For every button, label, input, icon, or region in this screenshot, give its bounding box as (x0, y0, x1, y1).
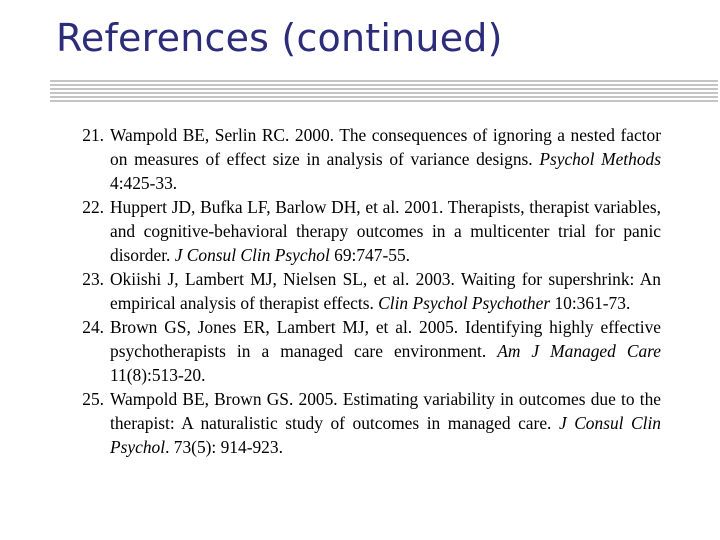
reference-number: 23. (82, 269, 104, 289)
reference-volume: 69:747-55. (329, 245, 410, 265)
reference-citation: Okiishi J, Lambert MJ, Nielsen SL, et al. 2003. Waiting for supershrink: An empirical analysis of therapist effects. (110, 269, 661, 313)
reference-citation: Huppert JD, Bufka LF, Barlow DH, et al. 2001. Therapists, therapist variables, and cognitive-behavioral therapy outcomes in a multicenter trial for panic disorder. (110, 197, 661, 265)
slide-title: References (continued) (56, 16, 503, 60)
reference-item-22 (68, 195, 661, 267)
reference-citation: Wampold BE, Brown GS. 2005. Estimating variability in outcomes due to the therapist: A naturalistic study of outcomes in managed care. (110, 389, 661, 433)
reference-citation: Brown GS, Jones ER, Lambert MJ, et al. 2005. Identifying highly effective psychotherapists in a managed care environment. (110, 317, 661, 361)
reference-volume: . 73(5): 914-923. (165, 437, 283, 457)
reference-number: 24. (82, 317, 104, 337)
reference-number: 21. (82, 125, 104, 145)
reference-item-24 (68, 315, 661, 387)
reference-number: 25. (82, 389, 104, 409)
reference-number: 22. (82, 197, 104, 217)
reference-journal: J Consul Clin Psychol (110, 413, 661, 457)
reference-journal: Am J Managed Care (497, 341, 662, 361)
reference-journal: Clin Psychol Psychother (378, 293, 551, 313)
reference-list (68, 123, 661, 459)
reference-item-25 (68, 387, 661, 459)
reference-journal: Psychol Methods (539, 149, 661, 169)
reference-citation: Wampold BE, Serlin RC. 2000. The consequences of ignoring a nested factor on measures of effect size in analysis of variance designs. (110, 125, 661, 169)
reference-item-21 (68, 123, 661, 195)
reference-volume: 10:361-73. (550, 293, 631, 313)
reference-volume: 4:425-33. (110, 173, 178, 193)
reference-volume: 11(8):513-20. (110, 365, 206, 385)
reference-item-23 (68, 267, 661, 315)
title-divider (50, 80, 718, 104)
reference-journal: J Consul Clin Psychol (174, 245, 330, 265)
